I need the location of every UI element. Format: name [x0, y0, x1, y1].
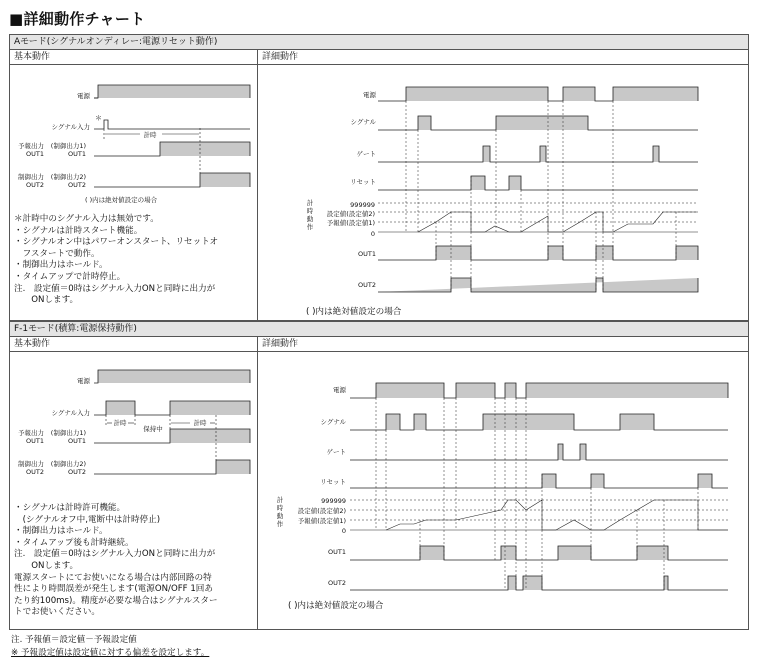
a-basic-timing-chart: [10, 70, 257, 210]
f-detail-signal-pulse: [350, 414, 728, 430]
section-a-detail-label: 詳細動作: [258, 50, 748, 65]
a-basic-out2d: OUT2: [68, 181, 86, 189]
section-a-header: Aモード(シグナルオンディレー:電源リセット動作): [9, 34, 749, 50]
a-detail-out1-label: OUT1: [358, 250, 376, 258]
a-detail-setval: 設定値(設定値2): [326, 210, 375, 218]
section-f-basic-label: 基本動作: [10, 337, 257, 352]
a-detail-signal-label: シグナル: [350, 118, 376, 126]
a-note-0: ＊計時中のシグナル入力は無効です。: [14, 214, 159, 224]
f-note-8: たり約100ms)。精度が必要な場合はシグナルスター: [14, 595, 218, 606]
f-basic-timing-chart: [10, 357, 257, 482]
f-detail-999999: 999999: [321, 497, 346, 505]
f-basic-out2c: (制御出力2): [50, 460, 86, 468]
a-detail-reset-pulse: [378, 176, 698, 190]
a-basic-power-pulse: [94, 85, 250, 98]
section-f-header: F-1モード(積算:電源保持動作): [9, 321, 749, 337]
f-detail-out1-label: OUT1: [328, 548, 346, 556]
section-f-detail-label: 詳細動作: [258, 337, 748, 352]
f-note-6: 電源スタートにてお使いになる場合は内部回路の特: [14, 572, 212, 583]
a-detail-gate-label: ゲート: [356, 150, 376, 158]
a-detail-zero: 0: [370, 230, 375, 238]
f-note-0: ・シグナルは計時許可機能。: [14, 503, 126, 513]
f-detail-count-1: 時: [276, 504, 284, 512]
a-detail-out2-pulse: [378, 278, 698, 292]
f-detail-count-2: 動: [276, 512, 284, 520]
f-basic-hold-label: 保持中: [143, 425, 163, 433]
a-note-2: ・シグナルオン中はパワーオンスタート、リセットオ: [14, 237, 219, 248]
a-basic-signal-pulse: [94, 120, 250, 129]
f-detail-count-3: 作: [276, 520, 284, 528]
a-basic-caption: ( )内は絶対値設定の場合: [85, 196, 158, 204]
a-basic-signal-label: シグナル入力: [51, 123, 90, 131]
a-detail-timing-chart: [258, 66, 748, 318]
f-basic-out2d: OUT2: [68, 468, 86, 476]
a-basic-timing-label: 計時: [143, 131, 157, 139]
a-note-7: ONします。: [14, 295, 79, 306]
a-note-4: ・制御出力はホールド。: [14, 260, 108, 271]
a-basic-out2c: (制御出力2): [50, 173, 86, 181]
f-detail-zero: 0: [341, 527, 346, 535]
f-detail-gate-pulse: [350, 444, 728, 460]
f-detail-reset-label: リセット: [320, 478, 346, 486]
a-note-3: フスタートで動作。: [14, 248, 100, 259]
f-basic-out1a: 予報出力: [18, 429, 44, 437]
section-a-basic-label: 基本動作: [10, 50, 257, 65]
a-detail-power-label: 電源: [363, 91, 376, 99]
f-basic-signal-pulse: [94, 401, 250, 415]
footnote-0: 注. 予報値＝設定値－予報設定値: [11, 635, 137, 645]
f-basic-signal-label: シグナル入力: [51, 409, 90, 417]
a-basic-out2a: 制御出力: [18, 173, 44, 181]
a-detail-power-pulse: [378, 87, 698, 101]
a-detail-999999: 999999: [350, 201, 375, 209]
a-basic-power-label: 電源: [77, 92, 90, 100]
f-basic-out2b: OUT2: [26, 468, 44, 476]
a-basic-star: ＊: [95, 114, 102, 122]
f-note-4: 注. 設定値＝0時はシグナル入力ONと同時に出力が: [14, 549, 216, 560]
f-detail-out2-pulse: [350, 576, 728, 590]
f-detail-out2-label: OUT2: [328, 579, 346, 587]
a-note-1: ・シグナルは計時スタート機能。: [14, 225, 143, 236]
a-basic-out1b: OUT1: [26, 150, 44, 158]
f-basic-out1b: OUT1: [26, 437, 44, 445]
a-detail-preval: 予報値(設定値1): [326, 219, 375, 227]
a-detail-out2-label: OUT2: [358, 281, 376, 289]
f-note-1: (シグナルオフ中,電断中は計時停止): [14, 514, 161, 525]
f-note-7: 性により時間誤差が発生します(電源ON/OFF 1回あ: [14, 584, 213, 595]
a-detail-count-1: 時: [306, 207, 314, 215]
f-basic-timing1-label: 計時: [113, 419, 127, 427]
f-basic-power-label: 電源: [77, 377, 90, 385]
f-note-5: ONします。: [14, 560, 79, 571]
footnote-1: ※ 予報設定値は設定値に対する偏差を設定します。: [11, 648, 210, 658]
f-basic-out1c: (制御出力1): [50, 429, 86, 437]
f-detail-count-0: 計: [276, 496, 284, 504]
f-note-9: トでお使いください。: [14, 607, 100, 618]
a-note-5: ・タイムアップで計時停止。: [14, 271, 126, 282]
f-basic-out2-pulse: [94, 460, 250, 474]
a-detail-signal-pulse: [378, 116, 698, 130]
f-basic-notes: [14, 503, 254, 619]
f-basic-out2a: 制御出力: [18, 460, 44, 468]
f-detail-caption: ( )内は絶対値設定の場合: [288, 601, 384, 611]
a-basic-out2b: OUT2: [26, 181, 44, 189]
f-detail-count-trace: [386, 500, 728, 530]
f-basic-timing2-label: 計時: [193, 419, 207, 427]
a-detail-gate-pulse: [378, 146, 698, 162]
a-detail-count-2: 動: [306, 215, 314, 223]
f-basic-power-pulse: [94, 370, 250, 383]
a-detail-out1-pulse: [378, 246, 698, 260]
a-basic-out2-pulse: [94, 173, 250, 187]
a-detail-count-0: 計: [306, 199, 314, 207]
a-note-6: 注. 設定値＝0時はシグナル入力ONと同時に出力が: [14, 283, 216, 294]
f-detail-reset-pulse: [350, 474, 728, 488]
a-detail-count-3: 作: [306, 223, 314, 231]
f-detail-preval: 予報値(設定値1): [297, 517, 346, 525]
f-note-2: ・制御出力はホールド。: [14, 526, 108, 537]
a-detail-reset-label: リセット: [350, 178, 376, 186]
f-detail-power-pulse: [350, 383, 728, 398]
page-title: ■詳細動作チャート: [9, 10, 146, 28]
f-detail-signal-label: シグナル: [320, 418, 346, 426]
f-detail-out1-pulse: [350, 546, 728, 560]
f-basic-out1d: OUT1: [68, 437, 86, 445]
f-detail-gate-label: ゲート: [326, 448, 346, 456]
a-basic-out1a: 予報出力: [18, 142, 44, 150]
a-detail-caption: ( )内は絶対値設定の場合: [306, 307, 402, 317]
a-basic-out1c: (制御出力1): [50, 142, 86, 150]
f-basic-out1-pulse: [94, 429, 250, 443]
a-basic-out1d: OUT1: [68, 150, 86, 158]
a-basic-out1-pulse: [94, 142, 250, 156]
f-detail-power-label: 電源: [333, 386, 346, 394]
f-detail-timing-chart: [258, 374, 748, 626]
a-basic-notes: [14, 214, 254, 307]
f-note-3: ・タイムアップ後も計時継続。: [14, 537, 134, 548]
f-detail-setval: 設定値(設定値2): [297, 507, 346, 515]
